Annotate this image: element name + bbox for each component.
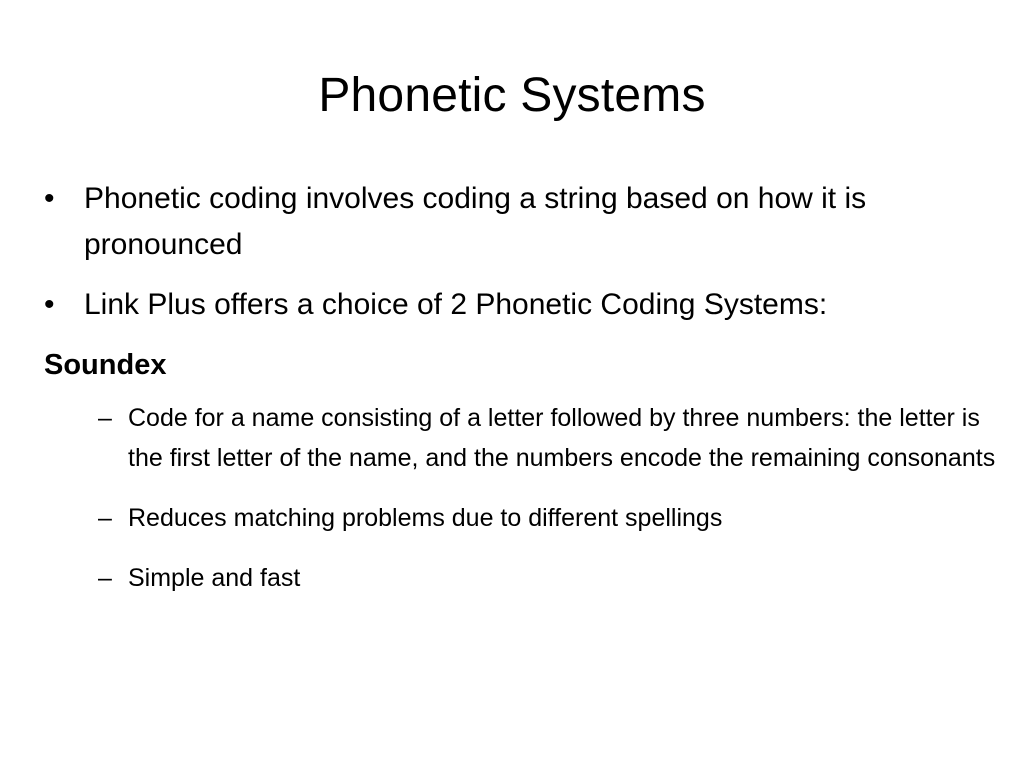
dash-marker: – xyxy=(98,404,112,432)
slide-title: Phonetic Systems xyxy=(318,69,706,122)
sub-bullet-item xyxy=(98,398,1004,478)
sub-bullet-text: Reduces matching problems due to different spellings xyxy=(128,504,723,532)
dash-marker: – xyxy=(98,564,112,592)
slide-body xyxy=(44,176,1004,618)
bullet-item xyxy=(44,176,1004,268)
sub-bullet-text: Code for a name consisting of a letter followed by three numbers: the letter is the first letter of the name, and the numbers encode the remaining consonants xyxy=(128,404,996,472)
bullet-text: Phonetic coding involves coding a string based on how it is pronounced xyxy=(84,182,867,261)
bullet-text: Link Plus offers a choice of 2 Phonetic Coding Systems: xyxy=(84,288,828,321)
dash-marker: – xyxy=(98,504,112,532)
section-heading: Soundex xyxy=(44,349,167,381)
sub-bullet-text: Simple and fast xyxy=(128,564,301,592)
bullet-marker: • xyxy=(44,288,55,321)
sub-bullet-item xyxy=(98,498,1004,538)
bullet-item xyxy=(44,282,1004,328)
bullet-marker: • xyxy=(44,182,55,215)
sub-bullet-item xyxy=(98,558,1004,598)
sub-bullet-list xyxy=(98,398,1004,598)
